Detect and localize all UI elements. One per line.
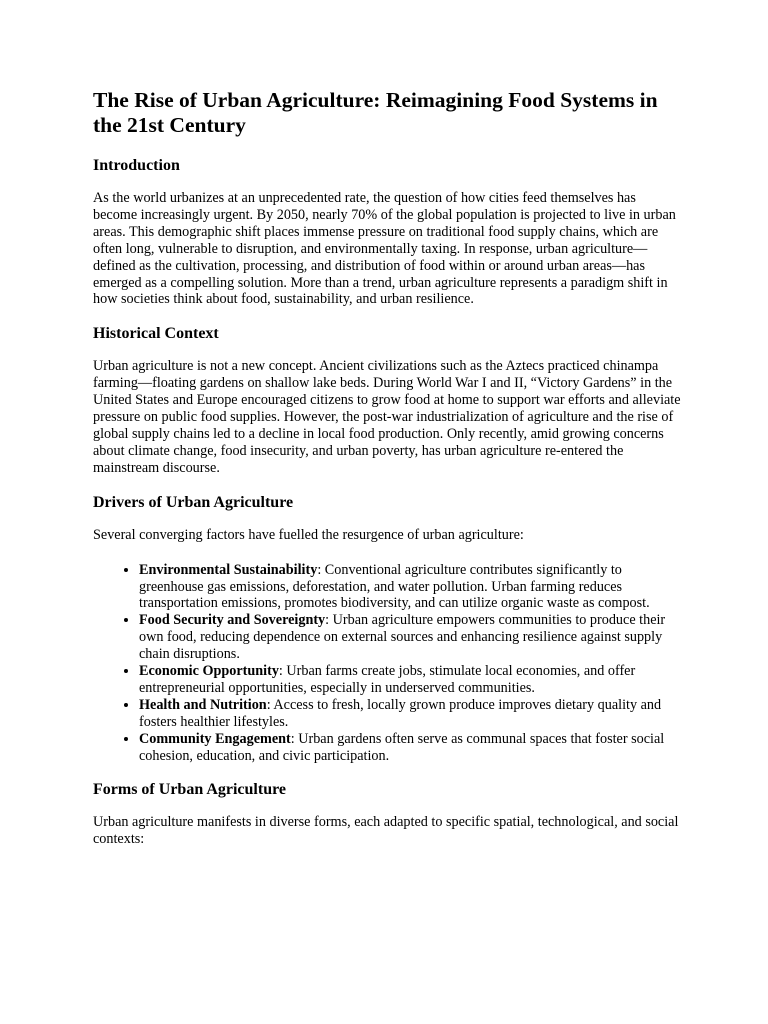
list-item-term: Community Engagement: [139, 730, 291, 747]
list-item-text: : Urban farms create jobs, stimulate local economies, and offer entrepreneurial opportunities, especially in underserved communities.: [139, 663, 636, 696]
forms-intro-paragraph: Urban agriculture manifests in diverse forms, each adapted to specific spatial, technological, and social contexts:: [93, 814, 679, 848]
list-item-text: : Conventional agriculture contributes significantly to greenhouse gas emissions, deforestation, and water pollution. Urban farming reduces transportation emissions, promotes biodiversity, and can utilize organic waste as compost.: [139, 561, 650, 612]
list-item: [139, 612, 683, 663]
list-item: [139, 562, 683, 613]
list-item: [139, 731, 683, 765]
section-heading-forms: Forms of Urban Agriculture: [93, 781, 287, 799]
list-item-text: : Urban agriculture empowers communities to produce their own food, reducing dependence on external sources and enhancing resilience against supply chain disruptions.: [139, 612, 666, 663]
list-item-term: Economic Opportunity: [139, 663, 279, 680]
section-heading-drivers: Drivers of Urban Agriculture: [93, 493, 294, 511]
list-item-term: Health and Nutrition: [139, 696, 267, 713]
document-page: [93, 84, 683, 848]
section-heading-historical-context: Historical Context: [93, 325, 219, 343]
list-item: [139, 663, 683, 697]
document-title: The Rise of Urban Agriculture: Reimagining Food Systems in the 21st Century: [93, 88, 658, 137]
section-heading-introduction: Introduction: [93, 157, 180, 174]
list-item-text: : Access to fresh, locally grown produce improves dietary quality and fosters healthier lifestyles.: [139, 696, 662, 730]
list-item-text: : Urban gardens often serve as communal spaces that foster social cohesion, education, and civic participation.: [139, 730, 665, 764]
list-item-term: Environmental Sustainability: [139, 561, 318, 578]
drivers-list: [93, 562, 683, 765]
introduction-paragraph: As the world urbanizes at an unprecedented rate, the question of how cities feed themselves has become increasingly urgent. By 2050, nearly 70% of the global population is projected to live in urban areas. This demographic shift places immense pressure on traditional food supply chains, which are often long, vulnerable to disruption, and environmentally taxing. In response, urban agriculture—defined as the cultivation, processing, and distribution of food within or around urban areas—has emerged as a compelling solution. More than a trend, urban agriculture represents a paradigm shift in how societies think about food, sustainability, and urban resilience.: [93, 190, 676, 308]
historical-context-paragraph: Urban agriculture is not a new concept. Ancient civilizations such as the Aztecs practiced chinampa farming—floating gardens on shallow lake beds. During World War I and II, “Victory Gardens” in the United States and Europe encouraged citizens to grow food at home to support war efforts and alleviate pressure on public food supplies. However, the post-war industrialization of agriculture and the rise of global supply chains led to a decline in local food production. Only recently, amid growing concerns about climate change, food insecurity, and urban poverty, has urban agriculture re-entered the mainstream discourse.: [93, 358, 681, 476]
list-item-term: Food Security and Sovereignty: [139, 612, 326, 629]
list-item: [139, 697, 683, 731]
drivers-intro-paragraph: Several converging factors have fuelled the resurgence of urban agriculture:: [93, 526, 524, 543]
